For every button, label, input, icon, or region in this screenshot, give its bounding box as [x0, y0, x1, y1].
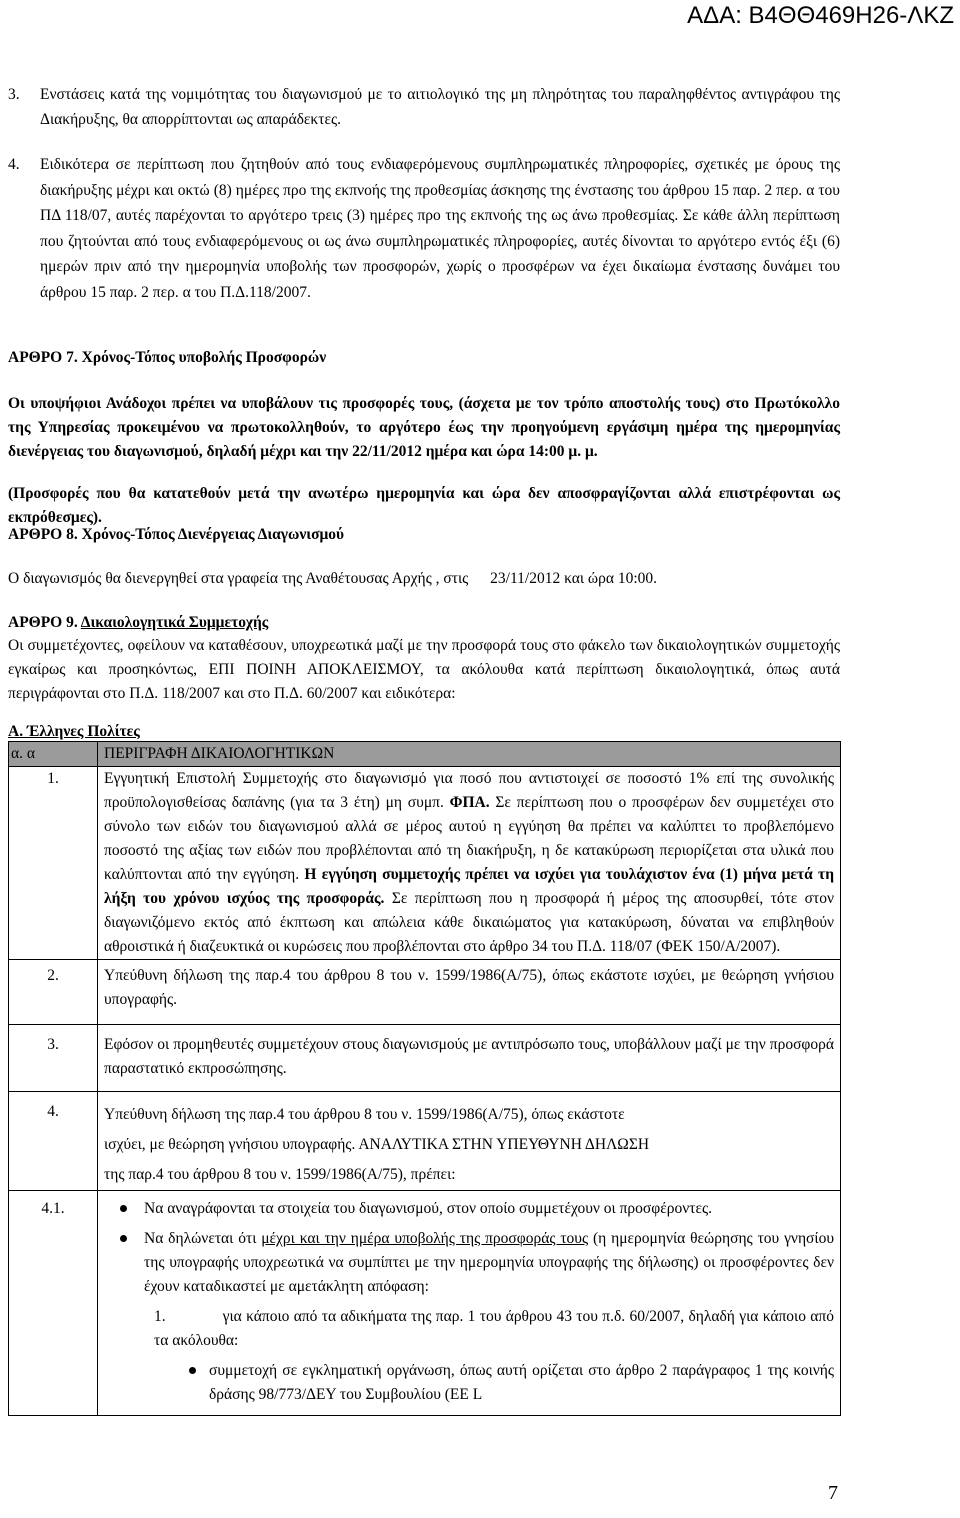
sub-item-number: 1. [154, 1308, 166, 1325]
ada-code: ΑΔΑ: Β4ΘΘ469Η26-ΛΚΖ [687, 2, 954, 29]
item-text: Ενστάσεις κατά της νομιμότητας του διαγωνισμού με το αιτιολογικό της μη πληρότητας του παραληφθέντος αντιγράφου της Διακήρυξης, θα απορρίπτονται ως απαράδεκτες. [40, 86, 840, 128]
table-row [9, 767, 841, 960]
article-7-heading [8, 346, 326, 370]
article-label: ΑΡΘΡΟ 8. [8, 526, 78, 543]
article-9-paragraph: Οι συμμετέχοντες, οφείλουν να καταθέσουν, υποχρεωτικά μαζί με την προσφορά τους στο φάκελο των δικαιολογητικών συμμετοχής εγκαίρως και προσηκόντως, ΕΠΙ ΠΟΙΝΗ ΑΠΟΚΛΕΙΣΜΟΥ, τα ακόλουθα κατά περίπτωση δικαιολογητικά, όπως αυτά περιγράφονται στο Π.Δ. 118/2007 και στο Π.Δ. 60/2007 και ειδικότερα: [8, 637, 840, 702]
table-row [9, 1191, 841, 1416]
column-header: α. α [9, 742, 98, 767]
page-number: 7 [828, 1482, 838, 1504]
row-number: 4.1. [9, 1191, 98, 1416]
article-title: Χρόνος-Τόπος υποβολής Προσφορών [81, 349, 327, 366]
article-title: Χρόνος-Τόπος Διενέργειας Διαγωνισμού [81, 526, 345, 543]
article-8-date: 23/11/2012 και ώρα 10:00. [490, 570, 658, 587]
article-7-paragraph: Οι υποψήφιοι Ανάδοχοι πρέπει να υποβάλουν τις προσφορές τους, (άσχετα με τον τρόπο αποστολής τους) στο Πρωτόκολλο της Υπηρεσίας προκειμένου να πρωτοκολληθούν, το αργότερο έως την προηγούμενη εργάσιμη ημέρα της ημερομηνίας διενέργειας του διαγωνισμού, δηλαδή μέχρι και την 22/11/2012 ημέρα και ώρα 14:00 μ. μ. [8, 395, 840, 460]
list-item [8, 82, 840, 132]
row-number: 4. [9, 1092, 98, 1191]
row-number: 3. [9, 1025, 98, 1092]
table-header-row [9, 742, 841, 767]
row-description [98, 767, 841, 960]
row-number: 1. [9, 767, 98, 960]
bullet-icon [120, 1205, 127, 1212]
sub-bullet-text: συμμετοχή σε εγκληματική οργάνωση, όπως αυτή ορίζεται στο άρθρο 2 παράγραφος 1 της κοινής δράσης 98/773/ΔΕΥ του Συμβουλίου (ΕΕ L [209, 1362, 834, 1403]
column-header: ΠΕΡΙΓΡΑΦΗ ΔΙΚΑΙΟΛΟΓΗΤΙΚΩΝ [98, 742, 841, 767]
row-description: Εφόσον οι προμηθευτές συμμετέχουν στους διαγωνισμούς με αντιπρόσωπο τους, υποβάλλουν μαζί με την προσφορά παραστατικό εκπροσώπησης. [98, 1025, 841, 1092]
list-item [8, 152, 840, 305]
cell-text: Εγγυητική Επιστολή Συμμετοχής στο διαγωνισμό για ποσό που αντιστοιχεί σε ποσοστό 1% επί της συνολικής προϋπολογισθείσας δαπάνης (για τα 3 έτη) μη συμπ. [104, 770, 834, 811]
article-7-note: (Προσφορές που θα κατατεθούν μετά την ανωτέρω ημερομηνία και ώρα δεν αποσφραγίζονται αλλά επιστρέφονται ως εκπρόθεσμες). [8, 485, 840, 526]
bullet-text: Να δηλώνεται ότι [144, 1230, 257, 1247]
article-label: ΑΡΘΡΟ 9. [8, 614, 78, 631]
cell-text: της παρ.4 του άρθρου 8 του ν. 1599/1986(Α/75), πρέπει: [104, 1166, 456, 1183]
cell-text: Σε περίπτωση που η προσφορά ή μέρος της αποσυρθεί, τότε στον διαγωνιζόμενο εκτός από έκπτωση και απώλεια κάθε δικαιώματος για κατακύρωση, δύναται να επιβληθούν αθροιστικά ή διαζευκτικά οι κυρώσεις που προβλέπονται στο άρθρο 34 του Π.Δ. 118/07 (ΦΕΚ 150/Α/2007). [104, 890, 835, 955]
bullet-item [104, 1197, 834, 1221]
bullet-text: (η ημερομηνία θεώρησης του γνησίου της υπογραφής υποχρεωτικά να συμπίπτει με την ημερομηνία υπογραφής της δήλωσης) οι προσφέροντες δεν έχουν καταδικαστεί με αμετάκλητη απόφαση: [144, 1230, 834, 1295]
documents-table [8, 741, 841, 1416]
bullet-icon [189, 1367, 196, 1374]
bullet-item [104, 1227, 834, 1299]
sub-item-text: για κάποιο από τα αδικήματα της παρ. 1 του άρθρου 43 του π.δ. 60/2007, δηλαδή για κάποιο από τα ακόλουθα: [154, 1308, 834, 1349]
cell-text: Υπεύθυνη δήλωση της παρ.4 του άρθρου 8 του ν. 1599/1986(Α/75), όπως εκάστοτε [104, 1106, 625, 1123]
sub-bullet-item [209, 1359, 834, 1407]
table-row [9, 960, 841, 1025]
item-number: 3. [8, 86, 20, 103]
row-description: Υπεύθυνη δήλωση της παρ.4 του άρθρου 8 του ν. 1599/1986(Α/75), όπως εκάστοτε ισχύει, με θεώρηση γνήσιου υπογραφής. [98, 960, 841, 1025]
table-row [9, 1092, 841, 1191]
article-label: ΑΡΘΡΟ 7. [8, 349, 78, 366]
article-9-heading [8, 611, 268, 635]
bullet-icon [120, 1235, 127, 1242]
table-row [9, 1025, 841, 1092]
row-number: 2. [9, 960, 98, 1025]
article-8-text: Ο διαγωνισμός θα διενεργηθεί στα γραφεία της Αναθέτουσας Αρχής , στις [8, 570, 469, 587]
article-title: Δικαιολογητικά Συμμετοχής [80, 614, 269, 631]
bullet-text: Να αναγράφονται τα στοιχεία του διαγωνισμού, στον οποίο συμμετέχουν οι προσφέροντες. [144, 1200, 712, 1217]
bullet-text-underlined: μέχρι και την ημέρα υποβολής της προσφοράς τους [261, 1230, 589, 1247]
row-description [98, 1092, 841, 1191]
item-text: Ειδικότερα σε περίπτωση που ζητηθούν από τους ενδιαφερόμενους συμπληρωματικές πληροφορίες, σχετικές με όρους της διακήρυξης μέχρι και οκτώ (8) ημέρες προ της εκπνοής της προθεσμίας άσκησης της ένστασης του άρθρου 15 παρ. 2 περ. α του ΠΔ 118/07, αυτές παρέχονται το αργότερο τρεις (3) ημέρες προ της εκπνοής της ως άνω προθεσμίας. Σε κάθε άλλη περίπτωση που ζητούνται από τους ενδιαφερόμενους οι ως άνω συμπληρωματικές πληροφορίες, αυτές δίνονται το αργότερο εντός έξι (6) ημερών πριν από την ημερομηνία υποβολής των προσφορών, χωρίς ο προσφέρων να έχει δικαίωμα ένστασης δυνάμει του άρθρου 15 παρ. 2 περ. α του Π.Δ.118/2007. [40, 156, 840, 301]
cell-text: ισχύει, με θεώρηση γνήσιου υπογραφής. ΑΝΑΛΥΤΙΚΑ ΣΤΗΝ ΥΠΕΥΘΥΝΗ ΔΗΛΩΣΗ [104, 1136, 650, 1153]
cell-text: Σε περίπτωση που ο προσφέρων δεν συμμετέχει στο σύνολο των ειδών του διαγωνισμού αλλά σε μέρος αυτού η εγγύηση θα πρέπει να καλύπτει το προβλεπόμενο ποσοστό της αξίας των ειδών που προβλέπονται από τη διακήρυξη, η δε κατακύρωση περιορίζεται στα υλικά που καλύπτονται από την εγγύηση. [104, 794, 835, 883]
section-heading: Α. Έλληνες Πολίτες [8, 723, 140, 740]
row-description [98, 1191, 841, 1416]
cell-text-bold: ΦΠΑ. [449, 794, 490, 811]
article-8-heading [8, 523, 344, 547]
cell-text-bold: Η εγγύηση συμμετοχής πρέπει να ισχύει για τουλάχιστον ένα (1) μήνα μετά τη λήξη του χρόνου ισχύος της προσφοράς. [104, 866, 834, 907]
article-8-paragraph [8, 567, 848, 591]
item-number: 4. [8, 156, 20, 173]
sub-list-item [154, 1305, 834, 1353]
